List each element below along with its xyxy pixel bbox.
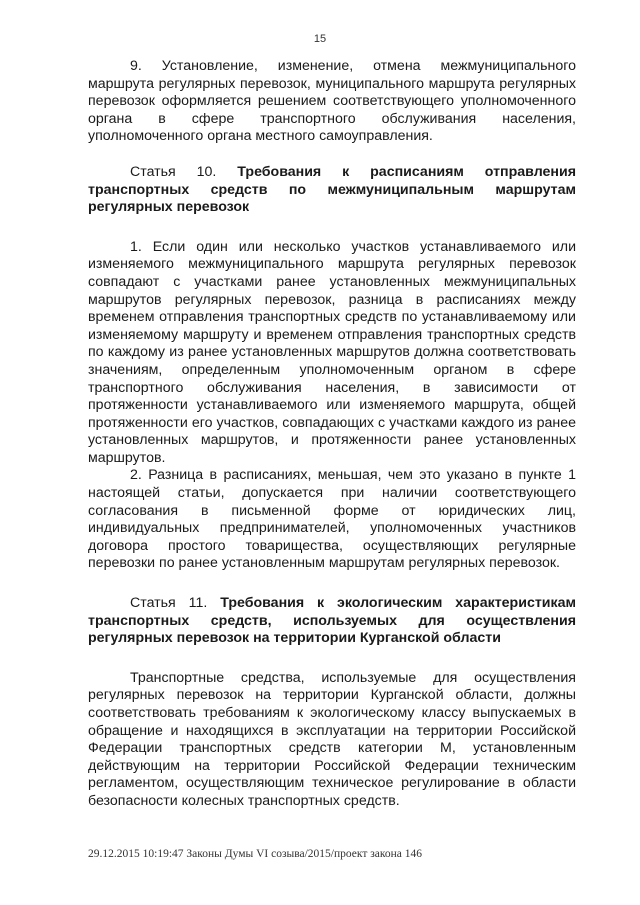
article-11-paragraph-1: Транспортные средства, используемые для осуществления регулярных перевозок на территории Курганской области, должны соответствовать требованиям к экологическому классу выпускаемых в обращение и находящихся в эксплуатации на территории Российской Федерации транспортных средств категории М, установленным действующим на территории Российской Федерации техническим регламентом, осуществляющим техническое регулирование в области безопасности колесных транспортных средств.	[88, 669, 576, 809]
article-10-paragraph-2: 2. Разница в расписаниях, меньшая, чем это указано в пункте 1 настоящей статьи, допускается при наличии соответствующего согласования в письменной форме от юридических лиц, индивидуальных предпринимателей, уполномоченных участников договора простого товарищества, осуществляющих регулярные перевозки по ранее установленным маршрутам регулярных перевозок.	[88, 467, 576, 572]
paragraph-9: 9. Установление, изменение, отмена межмуниципального маршрута регулярных перевозок, муниципального маршрута регулярных перевозок оформляется решением соответствующего уполномоченного органа в сфере транспортного обслуживания населения, уполномоченного органа местного самоуправления.	[88, 58, 576, 145]
document-body	[88, 58, 576, 811]
page-number: 15	[313, 33, 327, 45]
article-11-heading	[88, 595, 576, 648]
article-11-number: Статья 11.	[130, 595, 208, 612]
article-10-paragraph-1: 1. Если один или несколько участков устанавливаемого или изменяемого межмуниципального маршрута регулярных перевозок совпадают с участками ранее установленных межмуниципальных маршрутов регулярных перевозок, разница в расписаниях между временем отправления транспортных средств по устанавливаемому или изменяемому маршруту и временем отправления транспортных средств по каждому из ранее установленных маршрутов должна соответствовать значениям, определенным уполномоченным органом в сфере транспортного обслуживания населения, в зависимости от протяженности устанавливаемого или изменяемого маршрута, общей протяженности его участков, совпадающих с участками каждого из ранее установленных маршрутов, и протяженности ранее установленных маршрутов.	[88, 238, 576, 466]
article-10-heading	[88, 164, 576, 217]
article-10-number: Статья 10.	[130, 163, 217, 180]
article-11-title: Требования к экологическим характеристикам транспортных средств, используемых для осуществления регулярных перевозок на территории Курганской области	[88, 595, 576, 647]
document-footer: 29.12.2015 10:19:47 Законы Думы VI созыва/2015/проект закона 146	[88, 848, 423, 860]
article-10-title: Требования к расписаниям отправления транспортных средств по межмуниципальным маршрутам регулярных перевозок	[88, 163, 577, 216]
